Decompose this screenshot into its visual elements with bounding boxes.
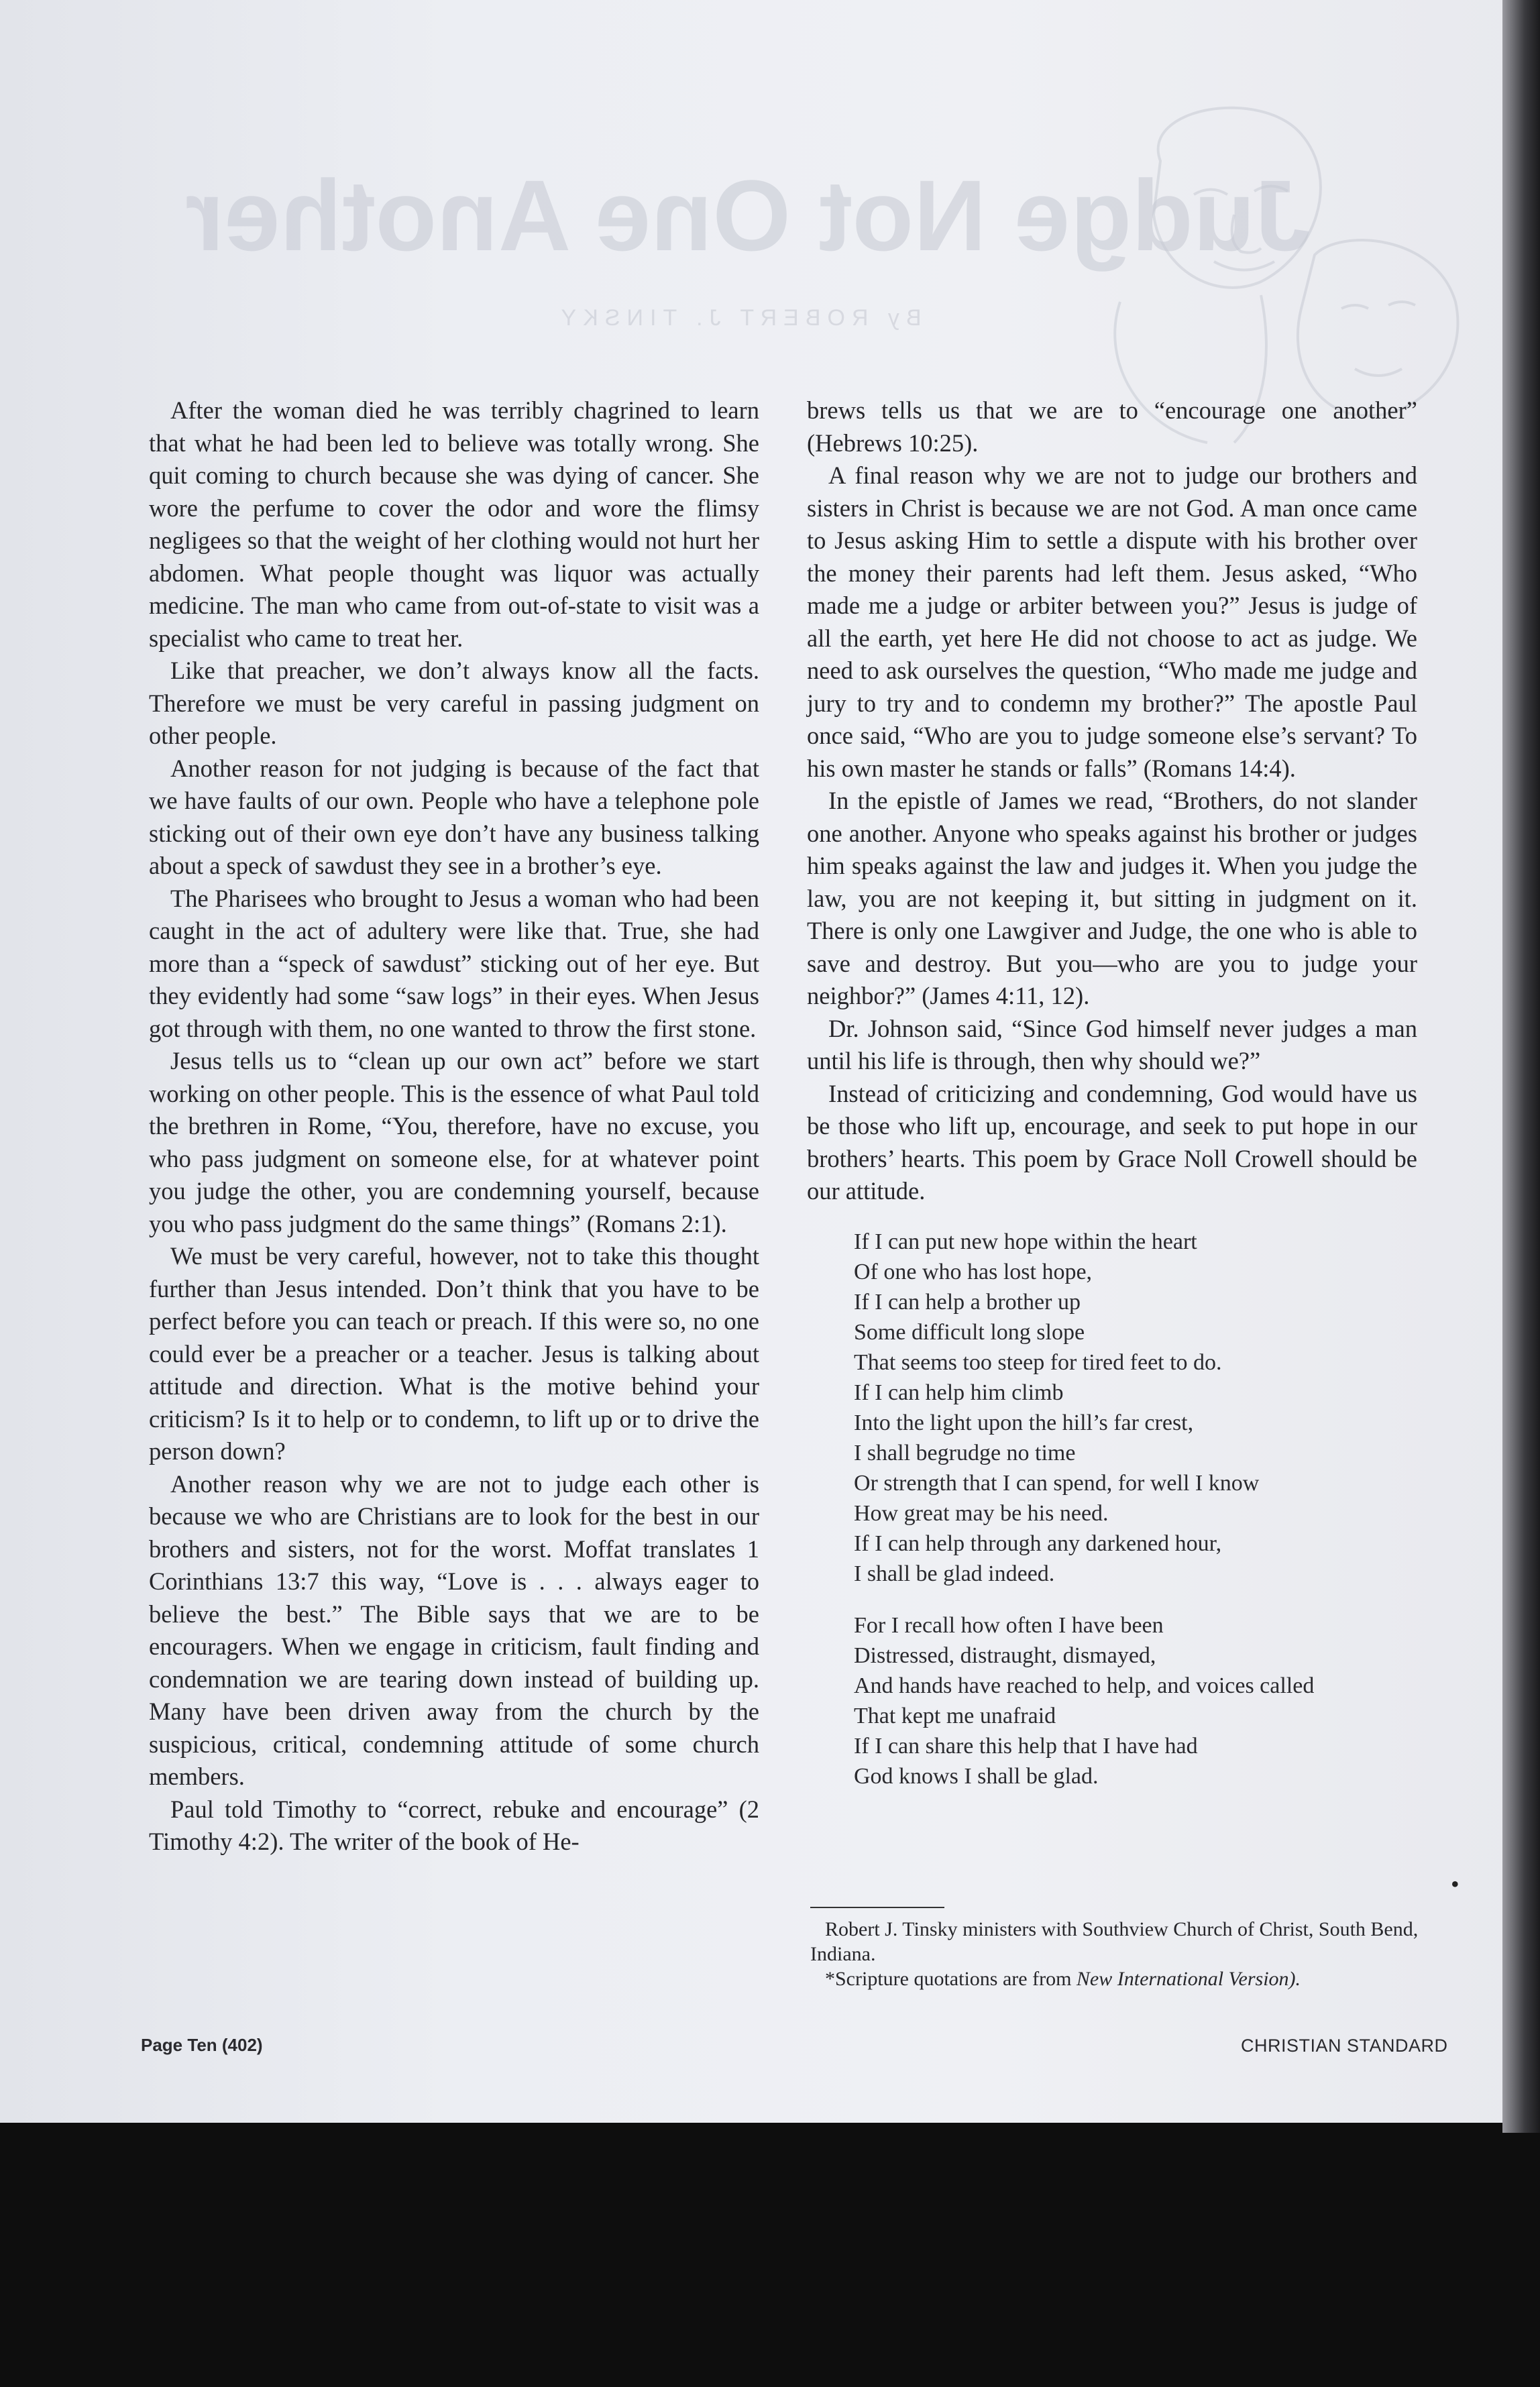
poem-line: Of one who has lost hope,: [854, 1259, 1093, 1284]
paragraph: The Pharisees who brought to Jesus a woman who had been caught in the act of adultery were like that. True, she had more than a “speck of sawdust” sticking out of her eye. But they evidently had some “saw logs” in their eyes. When Jesus got through with them, no one wanted to throw the first stone.: [149, 884, 759, 1042]
bleedthrough-title: Judge Not One Another: [185, 159, 1311, 272]
paragraph: Dr. Johnson said, “Since God himself never judges a man until his life is through, then why should we?”: [807, 1014, 1417, 1074]
paragraph: Another reason why we are not to judge each other is because we who are Christians are to look for the best in our brothers and sisters, not for the worst. Moffat translates 1 Corinthians 13:7 this way, “Love is . . . always eager to believe the best.” The Bible says that we are to be encouragers. When we engage in criticism, fault finding and condemnation we are tearing down instead of building up. Many have been driven away from the church by the suspicious, critical, condemning attitude of some church members.: [149, 1469, 759, 1790]
poem: [854, 1227, 1417, 1791]
poem-line: I shall be glad indeed.: [854, 1561, 1055, 1586]
paragraph-continued: brews tells us that we are to “encourage one another” (Hebrews 10:25).: [807, 396, 1417, 457]
poem-line: If I can put new hope within the heart: [854, 1229, 1197, 1254]
poem-line: God knows I shall be glad.: [854, 1763, 1099, 1789]
poem-stanza-1: [854, 1227, 1417, 1589]
poem-line: Distressed, distraught, dismayed,: [854, 1643, 1156, 1668]
poem-stanza-2: [854, 1610, 1417, 1791]
scripture-note-prefix: *Scripture quotations are from: [825, 1968, 1077, 1990]
paragraph: In the epistle of James we read, “Brothers, do not slander one another. Anyone who speaks against his brother or judges him speaks against the law and judges it. When you judge the law, you are not keeping it, but sitting in judgment on it. There is only one Lawgiver and Judge, the one who is able to save and destroy. But you—who are you to judge your neighbor?” (James 4:11, 12).: [807, 787, 1417, 1009]
poem-line: Into the light upon the hill’s far crest,: [854, 1410, 1194, 1435]
poem-line: If I can share this help that I have had: [854, 1733, 1198, 1759]
paragraph: Paul told Timothy to “correct, rebuke and encourage” (2 Timothy 4:2). The writer of the book of He-: [149, 1795, 759, 1855]
paragraph: Jesus tells us to “clean up our own act” before we start working on other people. This is the essence of what Paul told the brethren in Rome, “You, therefore, have no excuse, you who pass judgment on someone else, for at whatever point you judge the other, you are condemning yourself, because you who pass judgment do the same things” (Romans 2:1).: [149, 1047, 759, 1237]
bleedthrough-byline: By ROBERT J. TINSKY: [554, 305, 922, 331]
paragraph: Instead of criticizing and condemning, God would have us be those who lift up, encourage, and seek to put hope in our brothers’ hearts. This poem by Grace Noll Crowell should be our attitude.: [807, 1079, 1417, 1205]
poem-line: If I can help a brother up: [854, 1289, 1081, 1315]
poem-line: How great may be his need.: [854, 1500, 1109, 1526]
end-of-article-bullet-icon: •: [1451, 1871, 1460, 1897]
poem-line: And hands have reached to help, and voices called: [854, 1673, 1315, 1698]
magazine-name: CHRISTIAN STANDARD: [1241, 2036, 1448, 2056]
footnote-divider: [810, 1907, 944, 1908]
paragraph: A final reason why we are not to judge our brothers and sisters in Christ is because we are not God. A man once came to Jesus asking Him to settle a dispute with his brother over the money their parents had left them. Jesus asked, “Who made me a judge or arbiter between you?” Jesus is judge of all the earth, yet here He did not choose to act as judge. We need to ask ourselves the question, “Who made me judge and jury to try and to condemn my brother?” The apostle Paul once said, “Who are you to judge someone else’s servant? To his own master he stands or falls” (Romans 14:4).: [807, 461, 1417, 782]
poem-line: That seems too steep for tired feet to do.: [854, 1349, 1222, 1375]
poem-line: That kept me unafraid: [854, 1703, 1056, 1728]
author-note: Robert J. Tinsky ministers with Southview Church of Christ, South Bend, Indiana.: [810, 1918, 1419, 1965]
poem-line: I shall begrudge no time: [854, 1440, 1076, 1465]
page-number: Page Ten (402): [141, 2035, 263, 2055]
poem-line: Or strength that I can spend, for well I know: [854, 1470, 1260, 1496]
footnotes: [810, 1917, 1462, 1991]
paragraph: We must be very careful, however, not to take this thought further than Jesus intended. Don’t think that you have to be perfect before you can teach or preach. If this were so, no one could ever be a preacher or a teacher. Jesus is talking about attitude and direction. What is the motive behind your criticism? Is it to help or to condemn, to lift up or to drive the person down?: [149, 1242, 759, 1465]
paragraph: Like that preacher, we don’t always know all the facts. Therefore we must be very careful in passing judgment on other people.: [149, 657, 759, 749]
article-left-column: [149, 394, 759, 1858]
scripture-version: New International Version).: [1076, 1968, 1301, 1990]
scripture-note: [810, 1966, 1462, 1991]
poem-line: Some difficult long slope: [854, 1319, 1085, 1345]
article-right-column: [807, 394, 1417, 1813]
poem-line: For I recall how often I have been: [854, 1612, 1164, 1638]
poem-line: If I can help him climb: [854, 1380, 1064, 1405]
paragraph: After the woman died he was terribly chagrined to learn that what he had been led to believe was totally wrong. She quit coming to church because she was dying of cancer. She wore the perfume to cover the odor and wore the flimsy negligees so that the weight of her clothing would not hurt her abdomen. What people thought was liquor was actually medicine. The man who came from out-of-state to visit was a specialist who came to treat her.: [149, 396, 759, 652]
binding-shadow: [1502, 0, 1540, 2133]
paragraph: Another reason for not judging is because of the fact that we have faults of our own. People who have a telephone pole sticking out of their own eye don’t have any business talking about a speck of sawdust they see in a brother’s eye.: [149, 754, 759, 879]
poem-line: If I can help through any darkened hour,: [854, 1531, 1222, 1556]
